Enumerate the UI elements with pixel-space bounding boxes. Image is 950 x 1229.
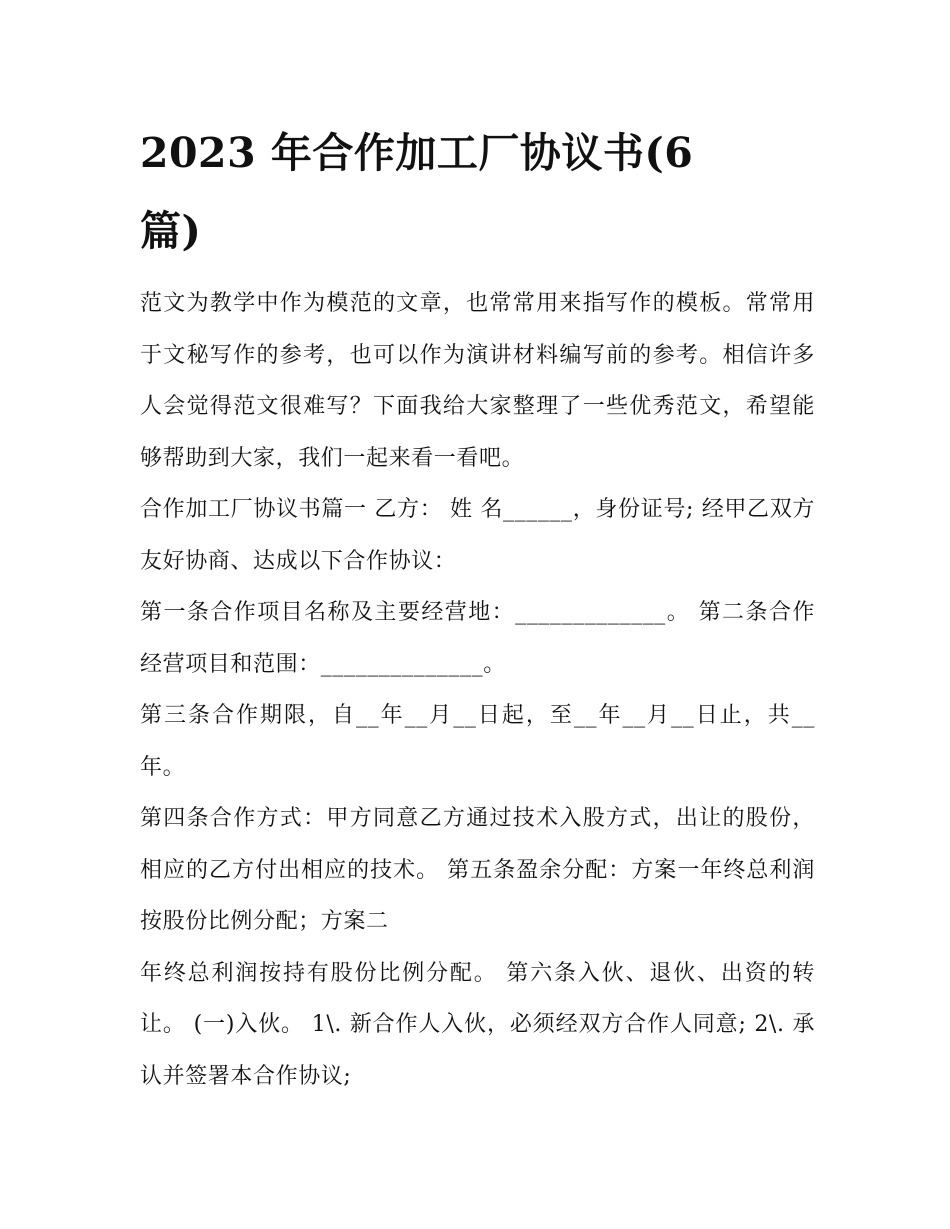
- article-four-five-paragraph: 第四条合作方式：甲方同意乙方通过技术入股方式，出让的股份，相应的乙方付出相应的技术。 第五条盈余分配：方案一年终总利润按股份比例分配；方案二: [140, 806, 815, 934]
- document-body: [140, 278, 815, 1102]
- intro-paragraph: 范文为教学中作为模范的文章，也常常用来指写作的模板。常常用于文秘写作的参考，也可以作为演讲材料编写前的参考。相信许多人会觉得范文很难写？下面我给大家整理了一些优秀范文，希望能够帮助到大家，我们一起来看一看吧。: [140, 291, 815, 471]
- document-page: [140, 0, 815, 1229]
- article-three-paragraph: 第三条合作期限，自__年__月__日起，至__年__月__日止，共__年。: [140, 703, 815, 780]
- article-one-two-paragraph: 第一条合作项目名称及主要经营地：_____________。 第二条合作经营项目和范围：______________。: [140, 600, 815, 677]
- article-six-paragraph: 年终总利润按持有股份比例分配。 第六条入伙、退伙、出资的转让。 (一)入伙。 1\. 新合作人入伙，必须经双方合作人同意; 2\. 承认并签署本合作协议;: [140, 960, 815, 1089]
- document-title: 2023 年合作加工厂协议书(6 篇): [140, 129, 694, 255]
- agreement-opening-paragraph: 合作加工厂协议书篇一 乙方： 姓 名______，身份证号; 经甲乙双方友好协商、达成以下合作协议：: [140, 497, 815, 574]
